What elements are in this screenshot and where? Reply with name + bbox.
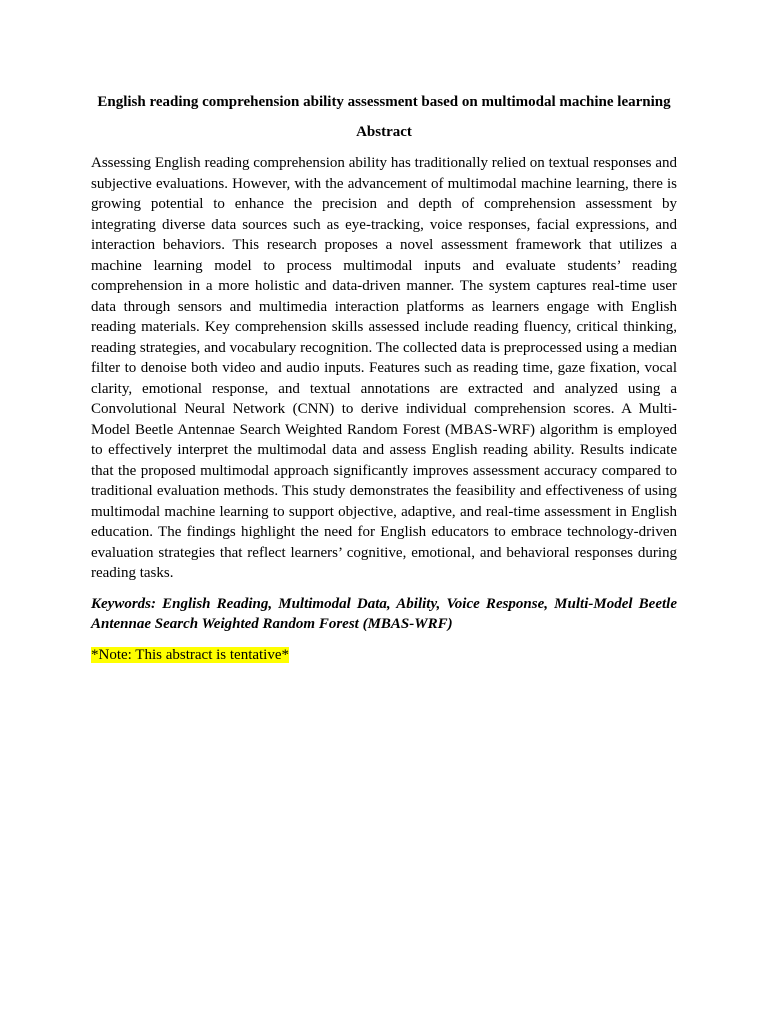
document-title: English reading comprehension ability assessment based on multimodal machine learning (97, 94, 671, 110)
tentative-note: *Note: This abstract is tentative* (91, 646, 290, 663)
abstract-body: Assessing English reading comprehension ability has traditionally relied on textual responses and subjective evaluations. However, with the advancement of multimodal machine learning, there is growing potential to enhance the precision and depth of comprehension assessment by integrating diverse data sources such as eye-tracking, voice responses, facial expressions, and interaction behaviors. This research proposes a novel assessment framework that utilizes a machine learning model to process multimodal inputs and evaluate students’ reading comprehension in a more holistic and data-driven manner. The system captures real-time user data through sensors and multimedia interaction platforms as learners engage with English reading materials. Key comprehension skills assessed include reading fluency, critical thinking, reading strategies, and vocabulary recognition. The collected data is preprocessed using a median filter to denoise both video and audio inputs. Features such as reading time, gaze fixation, vocal clarity, emotional response, and textual annotations are extracted and analyzed using a Convolutional Neural Network (CNN) to derive individual comprehension scores. A Multi-Model Beetle Antennae Search Weighted Random Forest (MBAS-WRF) algorithm is employed to effectively interpret the multimodal data and assess English reading ability. Results indicate that the proposed multimodal approach significantly improves assessment accuracy compared to traditional evaluation methods. This study demonstrates the feasibility and effectiveness of using multimodal machine learning to support objective, adaptive, and real-time assessment in English education. The findings highlight the need for English educators to embrace technology-driven evaluation strategies that reflect learners’ cognitive, emotional, and behavioral responses during reading tasks. (91, 155, 677, 581)
note-paragraph (91, 645, 677, 666)
abstract-heading: Abstract (356, 124, 412, 140)
keywords-line: Keywords: English Reading, Multimodal Data, Ability, Voice Response, Multi-Model Beetle Antennae Search Weighted Random Forest (MBAS-WRF) (91, 595, 677, 632)
